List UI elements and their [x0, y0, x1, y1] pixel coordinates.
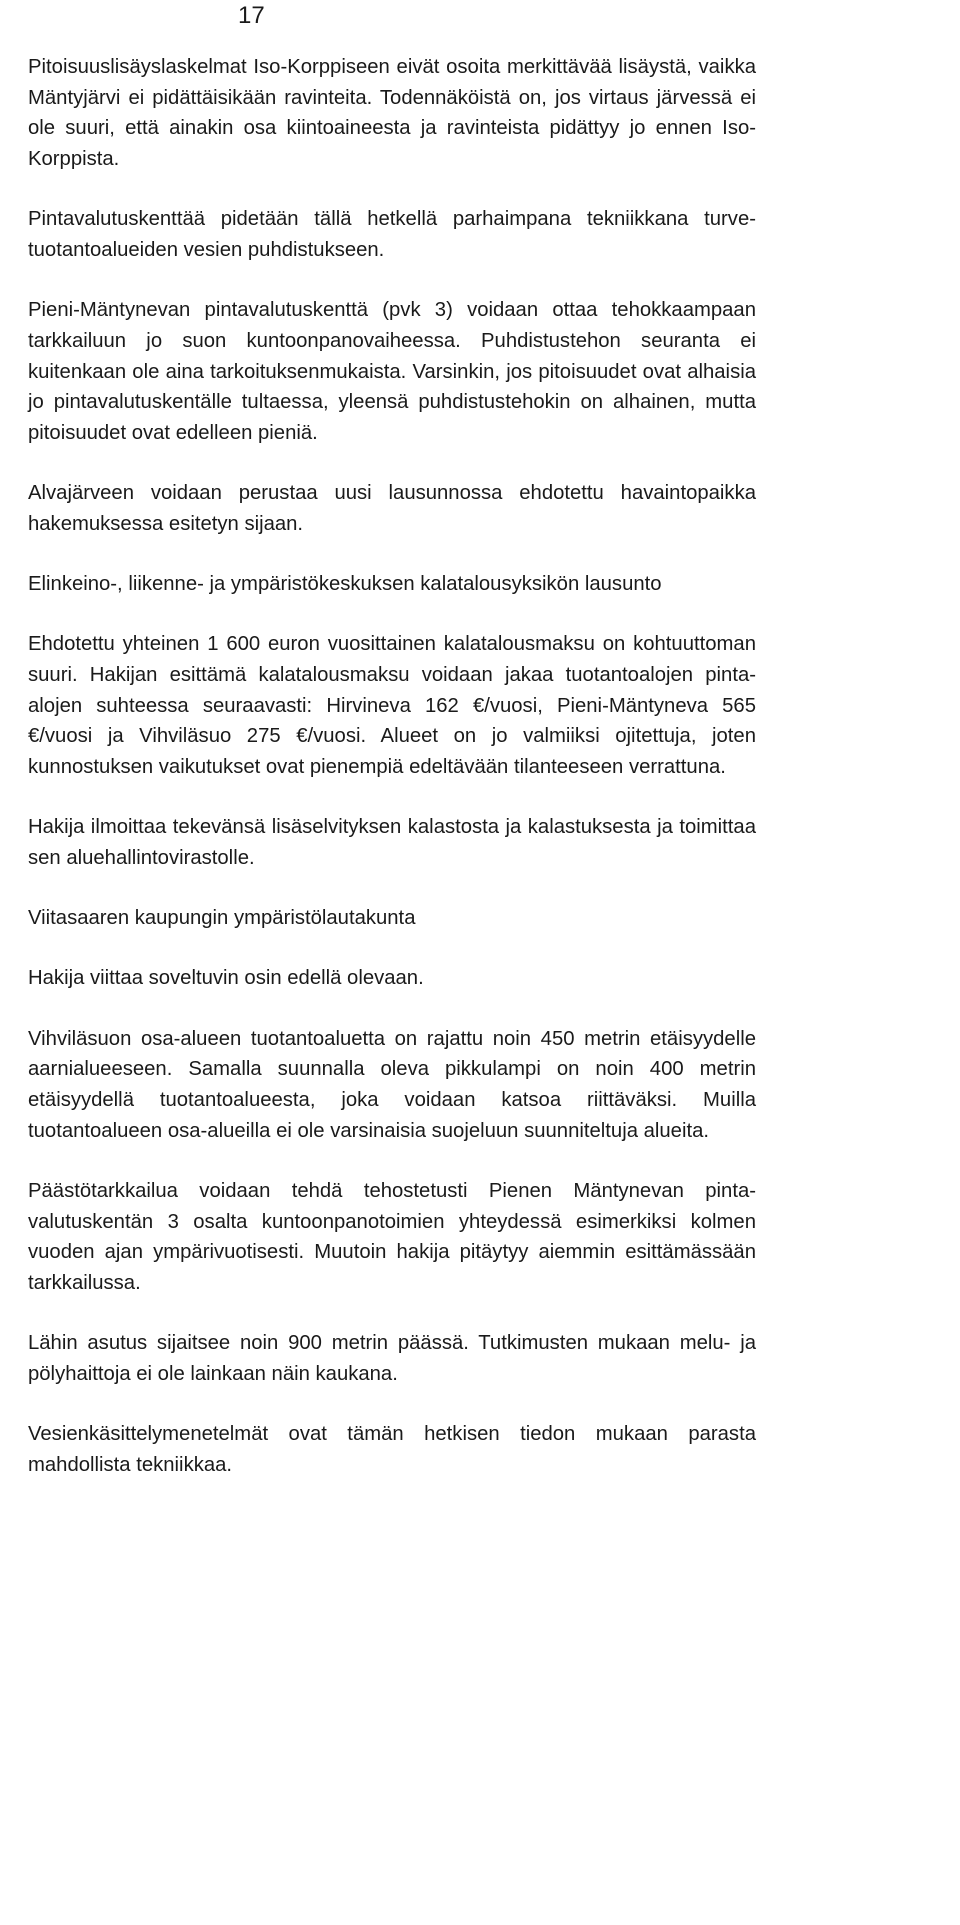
paragraph-vesienkasittely: Vesienkäsittelymenetelmät ovat tämän hetkisen tiedon mukaan parasta mahdollista tekniikkaa.	[28, 1423, 756, 1476]
paragraph-kalatalousmaksu: Ehdotettu yhteinen 1 600 euron vuosittainen kalatalousmaksu on kohtuuttoman suuri. Hakijan esittämä kalatalousmaksu voidaan jakaa tuotantoalojen pinta-alojen suhteessa seuraavasti: Hirvineva 162 €/vuosi, Pieni-Mäntyneva 565 €/vuosi ja Vihviläsuo 275 €/vuosi. Alueet on jo valmiiksi ojitettuja, joten kunnostuksen vaikutukset ovat pienempiä edeltävään tilanteeseen verrattuna.	[28, 633, 756, 779]
section-heading-ymparistolautakunta: Viitasaaren kaupungin ympäristölautakunta	[28, 907, 416, 930]
page-number: 17	[238, 2, 265, 29]
paragraph-pitoisuuslisays: Pitoisuuslisäyslaskelmat Iso-Korppiseen eivät osoita merkittävää lisäystä, vaikka Mäntyjärvi ei pidättäisikään ravinteita. Todennäköistä on, jos virtaus järvessä ei ole suuri, että ainakin osa kiintoaineesta ja ravinteista pidättyy jo ennen Iso-Korppista.	[28, 56, 756, 171]
paragraph-lisaselvitys: Hakija ilmoittaa tekevänsä lisäselvityksen kalastosta ja kalastuksesta ja toimittaa sen aluehallintovirastolle.	[28, 816, 756, 870]
paragraph-pieni-mantyneva: Pieni-Mäntynevan pintavalutuskenttä (pvk 3) voidaan ottaa tehokkaampaan tarkkailuun jo suon kuntoonpanovaiheessa. Puhdistustehon seuranta ei kuitenkaan ole aina tarkoituksenmukaista. Varsinkin, jos pitoisuudet ovat alhaisia jo pintavalutuskentälle tultaessa, yleensä puhdistustehokin on alhainen, mutta pitoisuudet ovat edelleen pieniä.	[28, 299, 756, 445]
document-body	[28, 52, 756, 1481]
section-heading-ely-lausunto: Elinkeino-, liikenne- ja ympäristökeskuksen kalatalousyksikön lausunto	[28, 573, 662, 596]
paragraph-vihvilasuo: Vihviläsuon osa-alueen tuotantoaluetta on rajattu noin 450 metrin etäisyydelle aarnialueeseen. Samalla suunnalla oleva pikkulampi on noin 400 metrin etäisyydellä tuotantoalueesta, joka voidaan katsoa riittäväksi. Muilla tuotantoalueen osa-alueilla ei ole varsinaisia suojeluun suunniteltuja alueita.	[28, 1027, 756, 1142]
paragraph-pintavalutuskentta: Pintavalutuskenttää pidetään tällä hetkellä parhaimpana tekniikkana turvetuotantoalueiden vesien puhdistukseen.	[28, 208, 756, 262]
paragraph-asutus: Lähin asutus sijaitsee noin 900 metrin päässä. Tutkimusten mukaan melu- ja pölyhaittoja ei ole lainkaan näin kaukana.	[28, 1332, 756, 1385]
paragraph-paastotarkkailu: Päästötarkkailua voidaan tehdä tehostetusti Pienen Mäntynevan pintavalutuskentän 3 osalta kuntoonpanotoimien yhteydessä esimerkiksi kolmen vuoden ajan ympärivuotisesti. Muutoin hakija pitäytyy aiemmin esittämässään tarkkailussa.	[28, 1179, 756, 1295]
paragraph-alvajarvi: Alvajärveen voidaan perustaa uusi lausunnossa ehdotettu havaintopaikka hakemuksessa esitetyn sijaan.	[28, 482, 756, 535]
paragraph-hakija-viittaa: Hakija viittaa soveltuvin osin edellä olevaan.	[28, 967, 424, 990]
